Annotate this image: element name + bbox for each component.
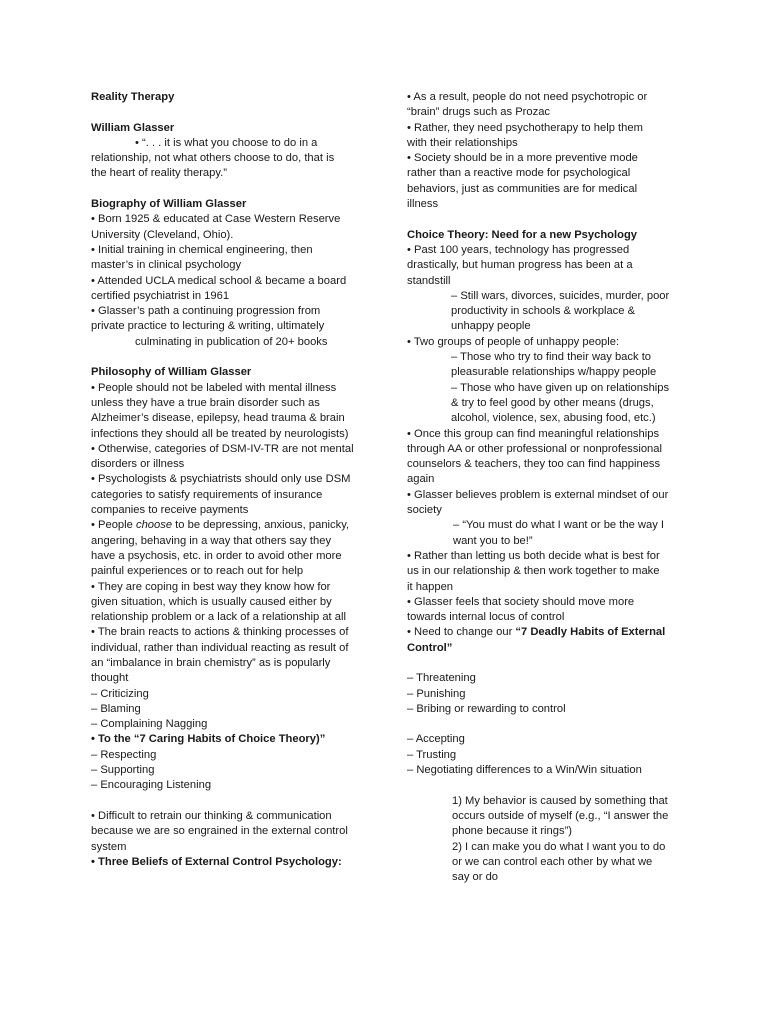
choice-sub-line: productivity in schools & workplace & (451, 305, 636, 318)
philosophy-line: companies to receive payments (91, 504, 249, 517)
caring-habit-item: – Supporting (91, 764, 155, 777)
retrain-line: system (91, 840, 127, 853)
belief-line: 2) I can make you do what I want you to do (452, 840, 666, 853)
emphasis-choose: choose (135, 519, 173, 532)
choice-line: it happen (407, 580, 454, 593)
deadly-habit-item: – Threatening (407, 672, 476, 685)
caring-habit-item: – Respecting (91, 748, 157, 761)
bio-line: • Born 1925 & educated at Case Western Reserve (91, 213, 341, 226)
intro-line: • As a result, people do not need psychotropic or (407, 91, 648, 103)
beliefs-heading: • Three Beliefs of External Control Psychology: (91, 855, 342, 868)
choice-sub-line: – Still wars, divorces, suicides, murder, poor (451, 289, 670, 302)
need-change-line: • Need to change our “7 Deadly Habits of External (407, 626, 666, 639)
group-sub-line: – Those who try to find their way back to (451, 351, 652, 364)
philosophy-line: • The brain reacts to actions & thinking processes of (91, 626, 349, 639)
quote-line: relationship, not what others choose to do, that is (91, 152, 335, 165)
choice-sub-line: unhappy people (451, 320, 531, 333)
philosophy-line: individual, rather than individual reacting as result of (91, 641, 349, 654)
group-sub-line: alcohol, violence, sex, abusing food, etc.) (451, 412, 656, 425)
bio-line: University (Cleveland, Ohio). (91, 228, 234, 241)
group-sub-line: – Those who have given up on relationships (451, 381, 670, 394)
philosophy-line: • People should not be labeled with mental illness (91, 381, 337, 394)
quote-line: the heart of reality therapy.” (91, 167, 227, 180)
choice-line: again (407, 473, 435, 486)
belief-line: or we can control each other by what we (452, 855, 653, 868)
left-column (91, 90, 366, 870)
philosophy-line: an “imbalance in brain chemistry” as is popularly (91, 656, 331, 669)
intro-line: • Society should be in a more preventive mode (407, 152, 638, 165)
choice-line: us in our relationship & then work together to make (407, 565, 660, 578)
bio-line: • Initial training in chemical engineering, then (91, 243, 313, 256)
choice-line: towards internal locus of control (407, 611, 565, 624)
philosophy-heading: Philosophy of William Glasser (91, 366, 252, 379)
philosophy-line: painful experiences or to reach out for help (91, 565, 304, 578)
choice-line: society (407, 504, 442, 517)
caring-habit-item: – Trusting (407, 748, 457, 761)
intro-line: “brain” drugs such as Prozac (407, 106, 551, 119)
philosophy-line: thought (91, 672, 129, 685)
choice-line: counselors & teachers, they too can find happiness (407, 458, 661, 471)
bio-line: • Attended UCLA medical school & became a board (91, 274, 347, 287)
bio-line: certified psychiatrist in 1961 (91, 289, 230, 302)
caring-habit-item: – Negotiating differences to a Win/Win situation (407, 764, 642, 777)
choice-theory-heading: Choice Theory: Need for a new Psychology (407, 228, 638, 241)
philosophy-line: infections they should all be treated by neurologists) (91, 427, 349, 440)
intro-line: illness (407, 198, 439, 211)
quote-line: • “. . . it is what you choose to do in a (135, 136, 318, 149)
belief-line: say or do (452, 871, 499, 884)
choice-line: • Two groups of people of unhappy people: (407, 335, 620, 348)
belief-line: 1) My behavior is caused by something that (452, 794, 668, 807)
choice-line: through AA or other professional or nonprofessional (407, 442, 662, 455)
choice-line: standstill (407, 274, 451, 287)
document-title: Reality Therapy (91, 91, 175, 103)
group-sub-line: pleasurable relationships w/happy people (451, 366, 657, 379)
intro-line: behaviors, just as communities are for medical (407, 182, 638, 195)
deadly-habit-item: – Complaining Nagging (91, 718, 208, 731)
choice-line: • Glasser believes problem is external mindset of our (407, 488, 669, 501)
philosophy-line: have a psychosis, etc. in order to avoid other more (91, 549, 342, 562)
deadly-habit-item: – Blaming (91, 702, 141, 715)
bio-line: • Glasser’s path a continuing progression from (91, 305, 321, 318)
biography-heading: Biography of William Glasser (91, 198, 247, 211)
deadly-habits-title: Control” (407, 641, 453, 654)
philosophy-line: • Psychologists & psychiatrists should only use DSM (91, 473, 351, 486)
philosophy-line: given situation, which is usually caused either by (91, 595, 332, 608)
deadly-habit-item: – Punishing (407, 687, 466, 700)
quote-sub-line: want you to be!” (453, 534, 533, 547)
retrain-line: because we are so engrained in the external control (91, 825, 348, 838)
retrain-line: • Difficult to retrain our thinking & communication (91, 809, 332, 822)
intro-line: with their relationships (407, 136, 518, 149)
quote-sub-line: – “You must do what I want or be the way I (453, 519, 665, 532)
bio-line: culminating in publication of 20+ books (135, 335, 328, 348)
choice-line: • Past 100 years, technology has progressed (407, 243, 630, 256)
philosophy-line: disorders or illness (91, 458, 185, 471)
belief-line: phone because it rings”) (452, 825, 573, 838)
choice-line: • Glasser feels that society should move more (407, 595, 635, 608)
philosophy-line: Alzheimer’s disease, epilepsy, head trauma & brain (91, 412, 345, 425)
philosophy-line: relationship problem or a lack of a relationship at all (91, 611, 346, 624)
deadly-habits-title: “7 Deadly Habits of External (515, 626, 666, 639)
belief-line: occurs outside of myself (e.g., “I answer the (452, 809, 669, 822)
philosophy-line: • Otherwise, categories of DSM-IV-TR are not mental (91, 442, 354, 455)
author-heading: William Glasser (91, 121, 175, 134)
bio-line: master’s in clinical psychology (91, 259, 242, 272)
philosophy-line: • People choose to be depressing, anxious, panicky, (91, 519, 350, 532)
caring-habit-item: – Accepting (407, 733, 465, 746)
right-column (407, 90, 685, 885)
deadly-habit-item: – Criticizing (91, 687, 149, 700)
choice-line: • Once this group can find meaningful relationships (407, 427, 660, 440)
caring-habit-item: – Encouraging Listening (91, 779, 212, 792)
deadly-habit-item: – Bribing or rewarding to control (407, 702, 566, 715)
philosophy-line: unless they have a true brain disorder such as (91, 396, 320, 409)
choice-line: • Rather than letting us both decide what is best for (407, 549, 660, 562)
intro-line: • Rather, they need psychotherapy to help them (407, 121, 643, 134)
philosophy-line: • They are coping in best way they know how for (91, 580, 331, 593)
bio-line: private practice to lecturing & writing, ultimately (91, 320, 325, 333)
group-sub-line: & try to feel good by other means (drugs, (451, 396, 654, 409)
caring-habits-heading: • To the “7 Caring Habits of Choice Theory)” (91, 733, 326, 746)
choice-line: drastically, but human progress has been at a (407, 259, 633, 272)
intro-line: rather than a reactive mode for psychological (407, 167, 631, 180)
philosophy-line: angering, behaving in a way that others say they (91, 534, 332, 547)
philosophy-line: categories to satisfy requirements of insurance (91, 488, 323, 501)
